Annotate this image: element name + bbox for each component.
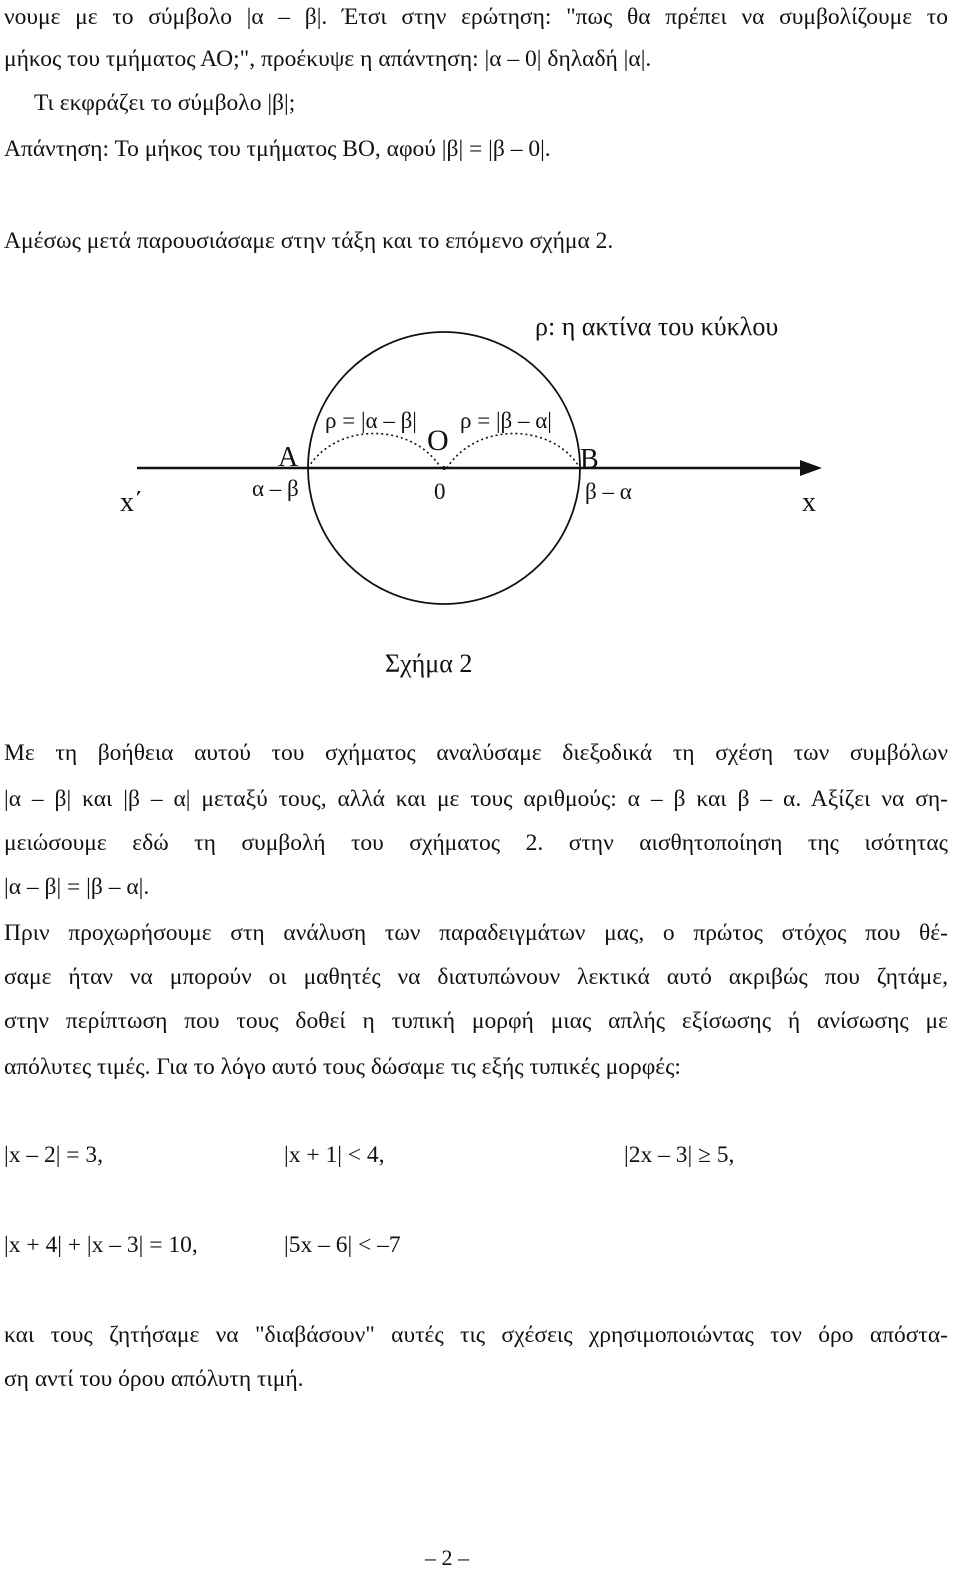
axis-left-label: x΄ [120,487,144,518]
rho-right-label: ρ = |β – α| [460,408,552,433]
para1-line-4: |α – β| = |β – α|. [4,874,150,900]
intro-line-3: Τι εκφράζει το σύμβολο |β|; [34,90,296,116]
figure-caption: Σχήμα 2 [385,649,473,678]
radius-note: ρ: η ακτίνα του κύκλου [535,312,779,341]
point-a-label: A [278,442,299,473]
figure-2 [0,290,960,650]
formula-1: |x – 2| = 3, [4,1142,104,1168]
axis-arrowhead [800,460,822,476]
para2-line-1: Πριν προχωρήσουμε στη ανάλυση των παραδειγμάτων μας, ο πρώτος στόχος που θέ- [4,920,948,946]
center-point [442,466,446,470]
formula-5: |5x – 6| < –7 [284,1232,401,1258]
point-b-label: B [580,444,599,475]
para3-line-1: και τους ζητήσαμε να "διαβάσουν" αυτές τις σχέσεις χρησιμοποιώντας τον όρο απόστα- [4,1322,948,1348]
page-number: – 2 – [425,1545,469,1570]
coord-b-label: β – α [585,479,632,504]
para2-line-4: απόλυτες τιμές. Για το λόγο αυτό τους δώσαμε τις εξής τυπικές μορφές: [4,1054,681,1080]
coord-o-label: 0 [434,479,446,504]
arc-right [447,434,580,469]
coord-a-label: α – β [252,476,299,501]
intro-line-4: Απάντηση: Το μήκος του τμήματος ΒΟ, αφού |β| = |β – 0|. [4,136,551,162]
intro-line-5: Αμέσως μετά παρουσιάσαμε στην τάξη και το επόμενο σχήμα 2. [4,228,614,254]
intro-line-2: μήκος του τμήματος ΑΟ;", προέκυψε η απάντηση: |α – 0| δηλαδή |α|. [4,46,652,72]
axis-right-label: x [802,487,816,518]
para2-line-3: στην περίπτωση που τους δοθεί η τυπική μορφή μιας απλής εξίσωσης ή ανίσωσης με [4,1008,948,1034]
intro-line-1: νουμε με το σύμβολο |α – β|. Έτσι στην ερώτηση: "πως θα πρέπει να συμβολίζουμε το [4,4,948,30]
rho-left-label: ρ = |α – β| [325,408,417,433]
formula-2: |x + 1| < 4, [284,1142,385,1168]
para1-line-3: μειώσουμε εδώ τη συμβολή του σχήματος 2. στην αισθητοποίηση της ισότητας [4,830,948,856]
point-o-label: O [427,424,449,457]
para1-line-2: |α – β| και |β – α| μεταξύ τους, αλλά και με τους αριθμούς: α – β και β – α. Αξίζει να ση- [4,786,948,812]
para1-line-1: Με τη βοήθεια αυτού του σχήματος αναλύσαμε διεξοδικά τη σχέση των συμβόλων [4,740,948,766]
formula-4: |x + 4| + |x – 3| = 10, [4,1232,198,1258]
arc-left [308,434,441,469]
para2-line-2: σαμε ήταν να μπορούν οι μαθητές να διατυπώνουν λεκτικά αυτό ακριβώς που ζητάμε, [4,964,948,990]
para3-line-2: ση αντί του όρου απόλυτη τιμή. [4,1366,304,1392]
formula-3: |2x – 3| ≥ 5, [624,1142,735,1168]
